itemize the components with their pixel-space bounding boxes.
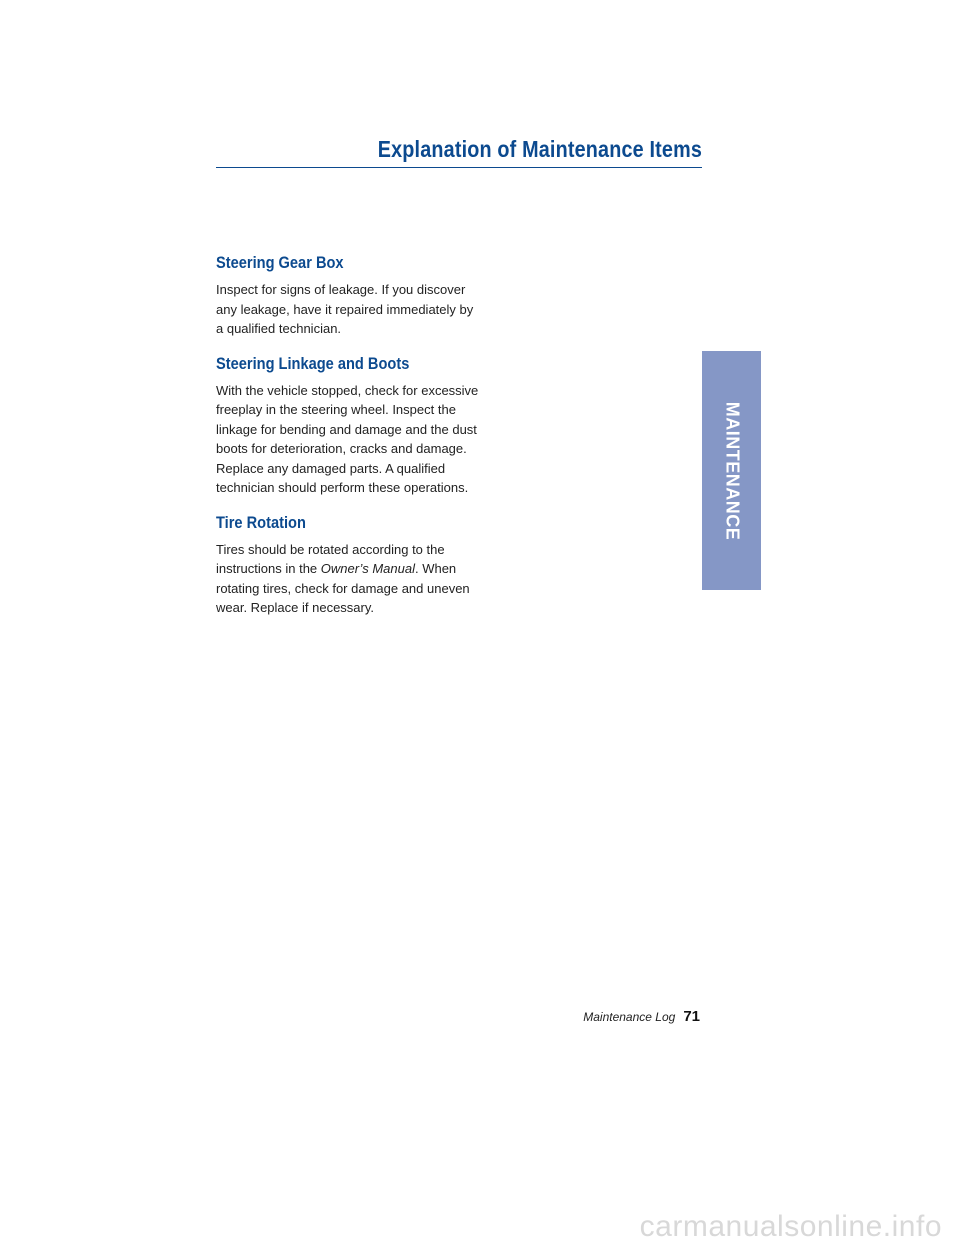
- page-number: 71: [683, 1008, 700, 1025]
- footer-label: Maintenance Log: [583, 1010, 676, 1024]
- section-steering-linkage: [216, 353, 478, 498]
- section-heading: Steering Gear Box: [216, 253, 344, 272]
- body-text: Tires should be rotated according to the instructions in the: [216, 541, 445, 576]
- section-tab-label: MAINTENANCE: [722, 401, 742, 540]
- section-body: With the vehicle stopped, check for excessive freeplay in the steering wheel. Inspect the linkage for bending and damage and the dust boots for deterioration, cracks and damage. Replace any damaged parts. A qualified technician should perform these operations.: [216, 382, 479, 495]
- section-steering-gear-box: [216, 252, 478, 339]
- title-divider: [216, 167, 702, 168]
- page-footer: [540, 1008, 700, 1026]
- section-body: Inspect for signs of leakage. If you discover any leakage, have it repaired immediately by a qualified technician.: [216, 282, 474, 336]
- page-title: Explanation of Maintenance Items: [377, 136, 702, 162]
- section-tire-rotation: [216, 512, 478, 618]
- section-heading: Tire Rotation: [216, 512, 306, 532]
- manual-reference: Owner’s Manual: [320, 561, 415, 576]
- section-tab: [702, 351, 761, 590]
- section-body: [216, 540, 484, 618]
- watermark: carmanualsonline.info: [639, 1210, 942, 1243]
- body-text: . When rotating tires, check for damage and uneven wear. Replace if necessary.: [216, 561, 470, 615]
- content-column: [216, 252, 478, 632]
- section-heading: Steering Linkage and Boots: [216, 353, 410, 373]
